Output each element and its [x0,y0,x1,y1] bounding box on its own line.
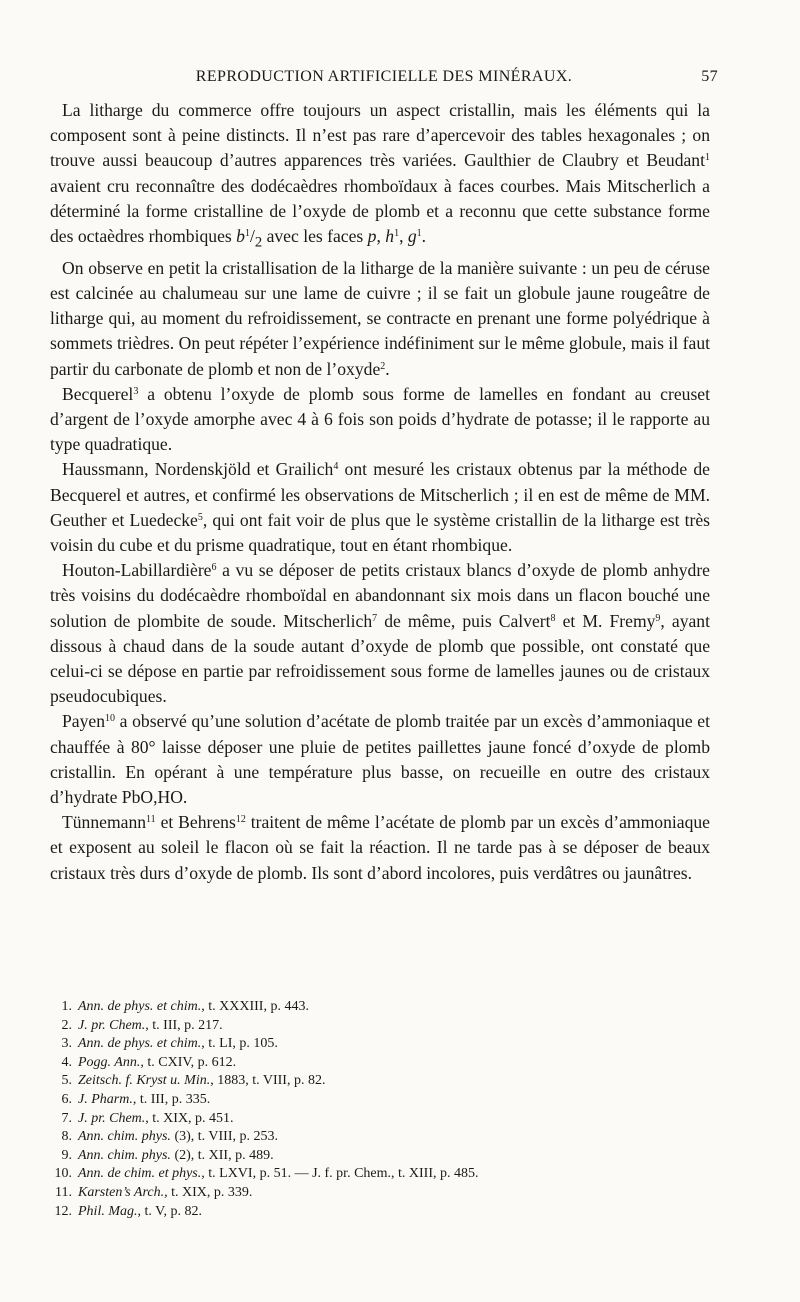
footnote-detail: , t. XXXIII, p. 443. [201,999,309,1014]
footnote-detail: , t. III, p. 335. [132,1091,211,1107]
paragraph [50,98,710,256]
footnote-detail: , t. LI, p. 105. [201,1036,278,1052]
page-number: 57 [701,68,718,85]
body-text [50,98,710,886]
footnote-number: 3. [61,1036,72,1052]
footnote-source: Ann. chim. phys. [78,1129,171,1145]
footnote-marker: 1 [244,228,250,240]
footnote-source: Ann. de phys. et chim. [78,1036,202,1052]
footnotes [50,998,710,1221]
text-run: Haussmann, Nordenskjöld et Grailich [62,459,334,480]
footnote-detail: , t. V, p. 82. [137,1203,202,1219]
text-run: et M. Fremy [555,610,656,631]
footnote-detail: (2), t. XII, p. 489. [170,1147,274,1163]
footnote [50,1054,710,1073]
footnote-number: 6. [61,1091,72,1107]
text-run: , [399,226,408,247]
subscript: 2 [254,234,263,251]
footnote-marker: 9 [655,612,661,624]
footnote-marker: 6 [211,562,217,574]
text-run: , [376,226,386,247]
footnote-number: 9. [61,1147,72,1163]
text-run: Becquerel [62,383,134,404]
footnote [50,1147,710,1166]
text-run: Houton-Labillardière [62,560,212,581]
footnote-marker: 10 [105,713,115,725]
footnote-marker: 1 [416,228,422,240]
footnote-source: Ann. chim. phys. [78,1147,171,1163]
footnote-source: J. pr. Chem. [78,1110,146,1126]
footnote-marker: 1 [705,152,710,164]
italic-symbol: h [385,226,395,247]
text-run: / [249,226,255,247]
footnote-marker: 12 [235,814,246,826]
footnote-number: 4. [61,1054,72,1070]
paragraph [50,457,710,558]
italic-symbol: g [407,226,417,247]
text-run: ont mesuré les cristaux obtenus par la méthode de Becquerel et autres, et confirmé les observations de Mitscherlich ; il en est de même de MM. Geuther et Luedecke [50,459,710,530]
text-run: de même, puis Calvert [377,610,551,631]
text-run: avaient cru reconnaître des dodécaèdres rhomboïdaux à faces courbes. Mais Mitscherlich a déterminé la forme cristalline de l’oxyde de plomb et a reconnu que cette substance forme des octaèdres rhombiques [50,175,710,247]
footnote-detail: (3), t. VIII, p. 253. [170,1129,278,1145]
paragraph [50,810,710,886]
footnote-detail: , t. CXIV, p. 612. [140,1054,237,1070]
footnote [50,1184,710,1203]
footnote-marker: 3 [133,385,139,397]
footnote-source: Ann. de phys. et chim. [78,999,202,1014]
text-run: a obtenu l’oxyde de plomb sous forme de lamelles en fondant au creuset d’argent de l’oxyde amorphe avec 4 à 6 fois son poids d’hydrate de potasse; il le rapporte au type quadratique. [50,383,710,455]
text-run: avec les faces [262,226,368,247]
footnote-marker: 5 [197,511,203,523]
footnote [50,1091,710,1110]
text-run: , qui ont fait voir de plus que le système cristallin de la litharge est très voisin du cube et du prisme quadratique, tout en étant rhombique. [50,509,710,555]
paragraph [50,256,710,382]
footnote-detail: , t. XIX, p. 339. [164,1184,253,1200]
footnote-marker: 1 [394,228,400,240]
running-header [50,68,718,90]
footnote-detail: , 1883, t. VIII, p. 82. [210,1073,326,1089]
footnote-source: Karsten’s Arch. [78,1184,165,1200]
footnote-number: 7. [61,1110,72,1126]
footnote-source: J. pr. Chem. [78,1017,146,1033]
paragraph [50,558,710,709]
footnote-number: 8. [61,1129,72,1145]
footnote [50,1110,710,1129]
italic-symbol: p [367,226,377,247]
text-run: a observé qu’une solution d’acétate de plomb traitée par un excès d’ammoniaque et chauffée à 80° laisse déposer une pluie de petites paillettes jaune foncé d’oxyde de plomb cristallin. En opérant à une température plus basse, on recueille en outre des cristaux d’hydrate PbO,HO. [50,711,710,807]
text-run: et Behrens [155,812,236,833]
paragraph [50,709,710,810]
text-run: , ayant dissous à chaud dans de la soude autant d’oxyde de plomb que possible, ont constaté que celui-ci se dépose en partie par refroidissement sous forme de lamelles jaunes ou de cristaux pseudocubiques. [50,610,710,707]
footnote-number: 11. [55,1184,72,1200]
footnote [50,1072,710,1091]
footnote-detail: , t. LXVI, p. 51. — J. f. pr. Chem., t. XIII, p. 485. [201,1166,479,1182]
italic-symbol: b [236,226,245,247]
footnote [50,1128,710,1147]
text-run: On observe en petit la cristallisation de la litharge de la manière suivante : un peu de céruse est calcinée au chalumeau sur une lame de cuivre ; il se fait un globule jaune rougeâtre de litharge qui, au moment du refroidissement, se contracte en prenant une forme polyédrique à sommets trièdres. On peut répéter l’expérience indéfiniment sur le même globule, mais il faut partir du carbonate de plomb et non de l’oxyde [50,257,710,379]
text-run: . [385,358,390,379]
footnote-marker: 7 [372,612,378,624]
footnote-marker: 11 [146,814,156,826]
text-run: traitent de même l’acétate de plomb par un excès d’ammoniaque et exposent au soleil le flacon où se fait la réaction. Il ne tarde pas à se déposer de beaux cristaux très durs d’oxyde de plomb. Ils sont d’abord incolores, puis verdâtres ou jaunâtres. [50,812,710,883]
running-title: REPRODUCTION ARTIFICIELLE DES MINÉRAUX. [195,68,573,85]
footnote-detail: , t. XIX, p. 451. [145,1110,234,1126]
footnote [50,1203,710,1222]
paragraph [50,382,710,458]
footnote-source: Ann. de chim. et phys. [78,1166,202,1182]
footnote-source: Pogg. Ann. [78,1054,141,1070]
footnote-number: 5. [61,1073,72,1089]
text-run: Payen [62,711,105,732]
footnote-number: 12. [54,1203,72,1219]
footnote-source: Phil. Mag. [78,1203,138,1219]
footnote-marker: 2 [380,360,386,372]
text-run: La litharge du commerce offre toujours un aspect cristallin, mais les éléments qui la composent sont à peine distincts. Il n’est pas rare d’apercevoir des tables hexagonales ; on trouve aussi beaucoup d’autres apparences très variées. Gaulthier de Claubry et Beudant [50,100,710,171]
footnote [50,1035,710,1054]
footnote [50,998,710,1017]
text-run: . [421,226,427,247]
footnote-marker: 8 [550,612,556,624]
footnote-detail: , t. III, p. 217. [145,1017,223,1033]
footnote-source: J. Pharm. [78,1091,133,1107]
footnote-marker: 4 [333,461,339,473]
footnote-number: 1. [61,999,72,1014]
text-run: a vu se déposer de petits cristaux blancs d’oxyde de plomb anhydre très voisins du dodécaèdre rhomboïdal en abandonnant six mois dans un flacon bouché une solution de plombite de soude. Mitscherlich [50,560,710,631]
footnote-number: 2. [61,1017,72,1033]
text-run: Tünnemann [62,812,147,833]
footnote [50,1017,710,1036]
footnote [50,1165,710,1184]
footnote-number: 10. [54,1166,72,1182]
footnote-source: Zeitsch. f. Kryst u. Min. [78,1073,211,1089]
